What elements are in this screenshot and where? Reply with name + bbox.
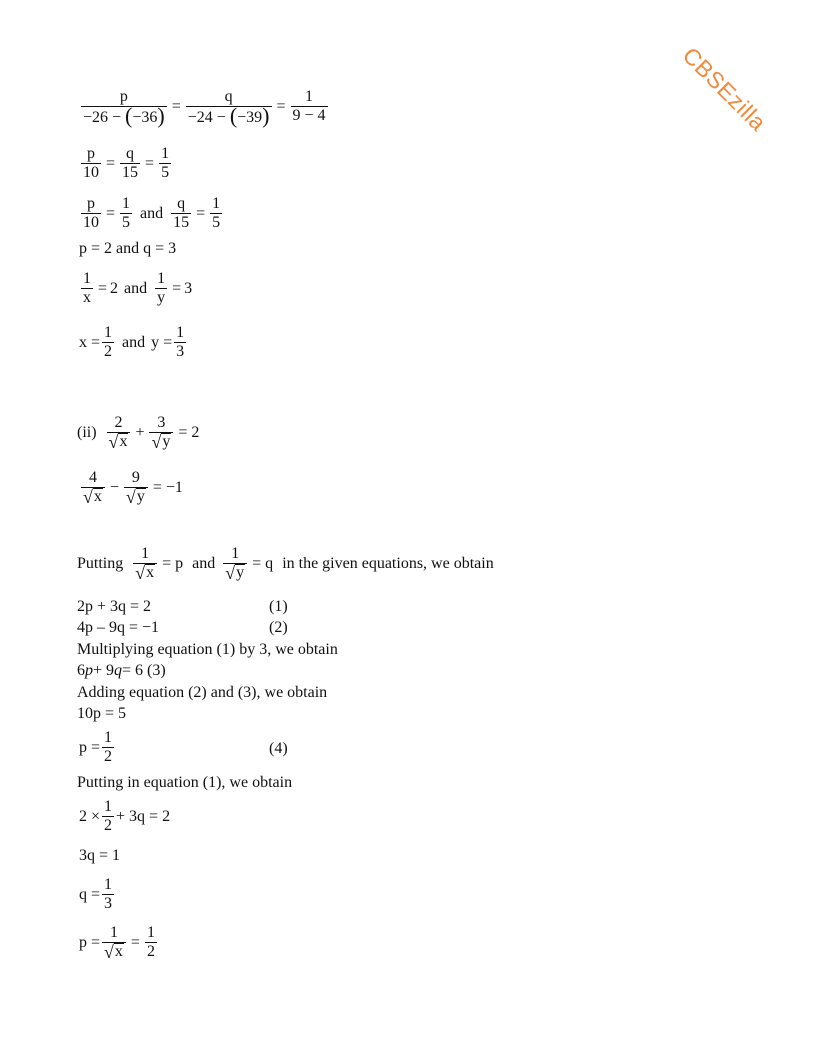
substituted-equation-line: 2 × $\frac{1}{2}$ + 3q = 2 (79, 798, 171, 834)
equation-1-line: 2p + 3q = 2 (77, 598, 152, 615)
equals-sign: = (106, 204, 116, 222)
fraction: $\frac{p}{10}$ (83, 145, 99, 181)
denominator: −24 − (−39) (187, 103, 270, 128)
equation-10p-line: 10p = 5 (77, 705, 127, 722)
fraction: 4 √ x (81, 469, 105, 506)
denominator: −26 − (−36) (83, 103, 165, 128)
equation-tag-2: (2) (269, 619, 288, 636)
fraction: 1 √ x (102, 924, 126, 961)
p-value-line: p = $\frac{1}{2}$ (79, 729, 113, 765)
numerator: q (224, 88, 233, 105)
substitution-line: Putting 1 √ x = p and 1 √ y = q in the given equations, we obtain (77, 545, 494, 583)
fraction: $\frac{1}{2}$ (104, 729, 113, 765)
fraction (291, 88, 328, 125)
fraction: $\frac{1}{3}$ (104, 876, 113, 912)
equation-2-line: 4p – 9q = −1 (77, 619, 160, 636)
fraction: 3 √ y (149, 414, 173, 451)
equals-sign: = (276, 97, 286, 115)
word-and: and (122, 333, 146, 351)
equation-tag-4: (4) (269, 740, 288, 757)
equals-sign: = (145, 154, 155, 172)
equation-line-6: x = $\frac{1}{2}$ and y = $\frac{1}{3}$ (79, 324, 185, 360)
sqrt-symbol: √ y (125, 487, 145, 507)
fraction (186, 88, 272, 128)
fraction: $\frac{1}{2}$ (104, 324, 113, 360)
putting-in-eq1-text: Putting in equation (1), we obtain (77, 774, 293, 791)
word-and: and (124, 279, 148, 297)
fraction: $\frac{1}{3}$ (176, 324, 185, 360)
equation-line-4: p = 2 and q = 3 (79, 240, 177, 257)
fraction: 1 √ y (223, 545, 247, 582)
fraction: $\frac{q}{15}$ (122, 145, 139, 181)
fraction: $\frac{1}{5}$ (212, 195, 221, 231)
part-label: (ii) (77, 423, 97, 441)
watermark-logo: CBSEzilla (677, 42, 772, 136)
sqrt-symbol: √ x (135, 563, 155, 583)
equation-line-1 (79, 88, 330, 128)
fraction: $\frac{1}{y}$ (157, 270, 166, 306)
adding-text: Adding equation (2) and (3), we obtain (77, 684, 328, 701)
fraction: 9 √ y (124, 469, 148, 506)
equals-sign: = (171, 97, 181, 115)
sqrt-symbol: √ y (151, 432, 171, 452)
denominator: 9 − 4 (292, 107, 326, 124)
equation-line-5: $\frac{1}{x}$ = 2 and $\frac{1}{y}$ = 3 (83, 270, 193, 306)
equation-line-3 (79, 195, 224, 232)
fraction: 1 √ x (133, 545, 157, 582)
sqrt-symbol: √ x (108, 432, 128, 452)
numerator: 1 (305, 88, 314, 105)
fraction: $\frac{p}{10}$ (83, 195, 99, 231)
word-and: and (140, 204, 164, 222)
q-value-line: q = $\frac{1}{3}$ (79, 876, 113, 912)
part-ii-equation-1: (ii) 2 √ x + 3 √ y = 2 (77, 414, 200, 452)
equals-sign: = (196, 204, 206, 222)
three-q-line: 3q = 1 (79, 847, 121, 864)
part-ii-equation-2: 4 √ x − 9 √ y = −1 (83, 469, 183, 507)
fraction: $\frac{q}{15}$ (173, 195, 190, 231)
equation-3-line: 6 p + 9 q = 6 (3) (77, 662, 166, 679)
sqrt-symbol: √ x (83, 487, 102, 507)
fraction: $\frac{1}{5}$ (161, 145, 170, 181)
numerator: p (119, 88, 128, 105)
fraction: $\frac{1}{x}$ (83, 270, 91, 306)
sqrt-symbol: √ y (225, 563, 245, 583)
fraction: 2 √ x (107, 414, 131, 451)
equation-tag-1: (1) (269, 598, 288, 615)
fraction (81, 88, 167, 128)
equals-sign: = (106, 154, 116, 172)
fraction: $\frac{1}{5}$ (122, 195, 131, 231)
multiply-text: Multiplying equation (1) by 3, we obtain (77, 641, 338, 658)
p-sqrt-line: p = 1 √ x = $\frac{1}{2}$ (79, 924, 155, 962)
fraction: $\frac{1}{2}$ (104, 798, 113, 834)
equation-line-2 (79, 145, 173, 182)
fraction: $\frac{1}{2}$ (146, 924, 155, 960)
sqrt-symbol: √ x (104, 942, 123, 962)
